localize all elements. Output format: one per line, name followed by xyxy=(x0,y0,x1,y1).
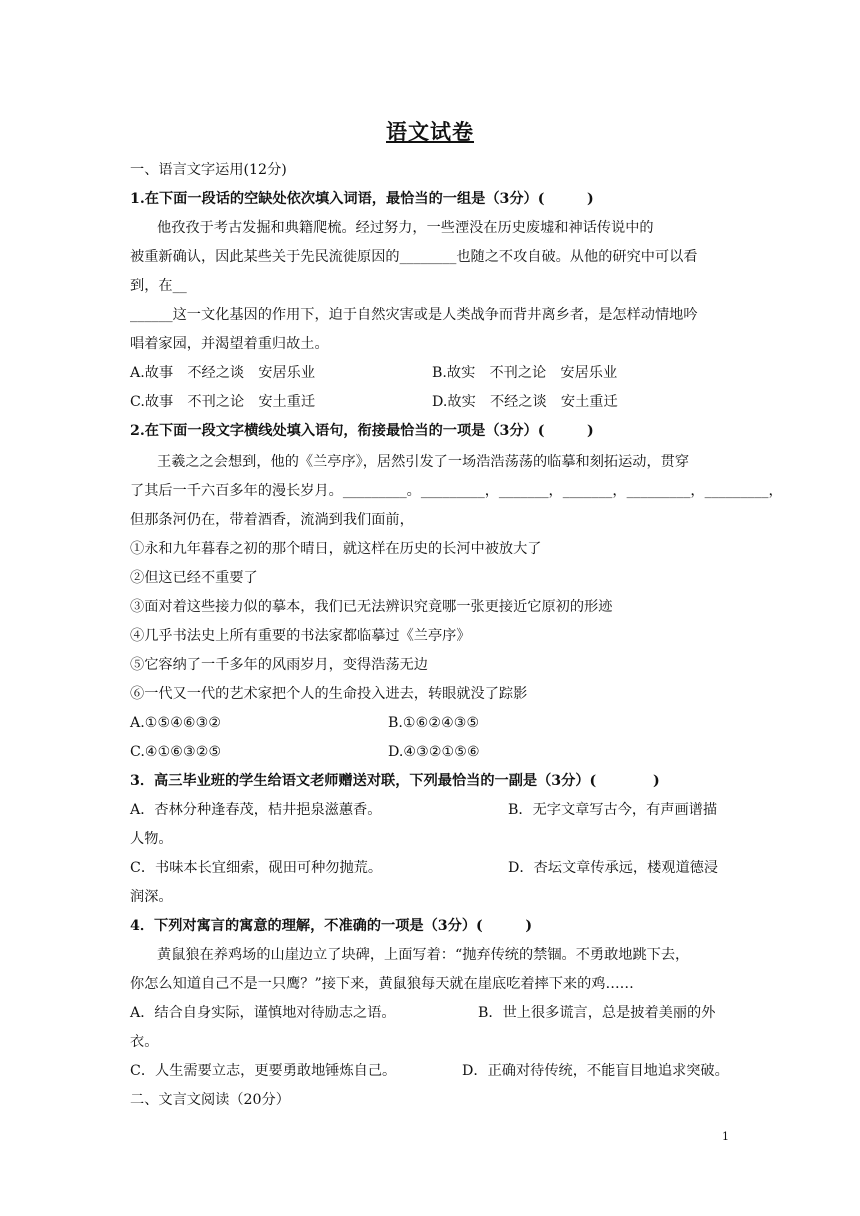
question-1-text: 他孜孜于考古发掘和典籍爬梳。经过努力，一些湮没在历史废墟和神话传说中的 xyxy=(157,220,654,236)
question-2-option-b: B.①⑥②④③⑤ xyxy=(388,715,480,731)
question-2-stem: 2.在下面一段文字横线处填入语句，衔接最恰当的一项是（3分）( ) xyxy=(130,423,594,439)
question-3-option-c: C．书味本长宜细索，砚田可种勿抛荒。 xyxy=(130,860,383,876)
question-2-sentence: ⑤它容纳了一千多年的风雨岁月，变得浩荡无边 xyxy=(130,657,428,673)
question-4-option-b-cont: 衣。 xyxy=(130,1034,159,1050)
question-3-option-a: A．杏林分种逢春茂，桔井挹泉滋蕙香。 xyxy=(130,802,382,818)
page-number: 1 xyxy=(722,1130,729,1143)
question-3-option-d: D．杏坛文章传承远，楼观道德浸 xyxy=(508,860,719,876)
question-1-text: ______这一文化基因的作用下，迫于自然灾害或是人类战争而背井离乡者，是怎样动情地吟 xyxy=(130,307,698,323)
question-4-option-d: D．正确对待传统，不能盲目地追求突破。 xyxy=(462,1063,729,1079)
question-1-stem: 1.在下面一段话的空缺处依次填入词语，最恰当的一组是（3分）( ) xyxy=(130,191,594,207)
question-2-sentence: ④几乎书法史上所有重要的书法家都临摹过《兰亭序》 xyxy=(130,628,471,644)
question-1-text: 唱着家园，并渴望着重归故土。 xyxy=(130,336,329,352)
question-2-text: 了其后一千六百多年的漫长岁月。_________。_________，_______，_______，_________，_________， xyxy=(130,483,783,499)
question-2-sentence: ③面对着这些接力似的摹本，我们已无法辨识究竟哪一张更接近它原初的形迹 xyxy=(130,599,613,615)
question-2-text: 但那条河仍在，带着酒香，流淌到我们面前， xyxy=(130,512,414,528)
section-heading-2: 二、文言文阅读（20分） xyxy=(130,1092,290,1108)
question-1-text: 到，在__ xyxy=(130,278,187,294)
question-4-text: 黄鼠狼在养鸡场的山崖边立了块碑，上面写着：“抛弃传统的禁锢。不勇敢地跳下去， xyxy=(157,947,690,963)
question-4-option-b: B．世上很多谎言，总是披着美丽的外 xyxy=(478,1005,716,1021)
question-3-option-b-cont: 人物。 xyxy=(130,831,173,847)
question-1-option-d: D.故实 不经之谈 安土重迁 xyxy=(432,394,618,410)
question-2-text: 王羲之之会想到，他的《兰亭序》，居然引发了一场浩浩荡荡的临摹和刻拓运动，贯穿 xyxy=(157,454,690,470)
question-2-option-a: A.①⑤④⑥③② xyxy=(130,715,222,731)
page-title: 语文试卷 xyxy=(386,119,474,144)
question-1-option-c: C.故事 不刊之论 安土重迁 xyxy=(130,394,316,410)
section-heading-1: 一、语言文字运用(12分) xyxy=(130,162,287,178)
question-2-option-c: C.④①⑥③②⑤ xyxy=(130,744,222,760)
question-3-option-d-cont: 润深。 xyxy=(130,889,173,905)
question-1-option-a: A.故事 不经之谈 安居乐业 xyxy=(130,365,316,381)
question-4-stem: 4．下列对寓言的寓意的理解，不准确的一项是（3分）( ) xyxy=(130,918,533,934)
question-4-text: 你怎么知道自己不是一只鹰？”接下来，黄鼠狼每天就在崖底吃着摔下来的鸡…… xyxy=(130,976,634,992)
question-1-text: 被重新确认，因此某些关于先民流徙原因的________也随之不攻自破。从他的研究中可以看 xyxy=(130,249,698,265)
question-1-option-b: B.故实 不刊之论 安居乐业 xyxy=(432,365,618,381)
question-3-option-b: B．无字文章写古今，有声画谱描 xyxy=(508,802,718,818)
question-4-option-a: A．结合自身实际，谨慎地对待励志之语。 xyxy=(130,1005,396,1021)
question-2-option-d: D.④③②①⑤⑥ xyxy=(388,744,480,760)
question-3-stem: 3．高三毕业班的学生给语文老师赠送对联，下列最恰当的一副是（3分）( ) xyxy=(130,773,660,789)
question-2-sentence: ⑥一代又一代的艺术家把个人的生命投入进去，转眼就没了踪影 xyxy=(130,686,528,702)
question-4-option-c: C．人生需要立志，更要勇敢地锤炼自己。 xyxy=(130,1063,397,1079)
question-2-sentence: ①永和九年暮春之初的那个晴日，就这样在历史的长河中被放大了 xyxy=(130,541,542,557)
question-2-sentence: ②但这已经不重要了 xyxy=(130,570,258,586)
